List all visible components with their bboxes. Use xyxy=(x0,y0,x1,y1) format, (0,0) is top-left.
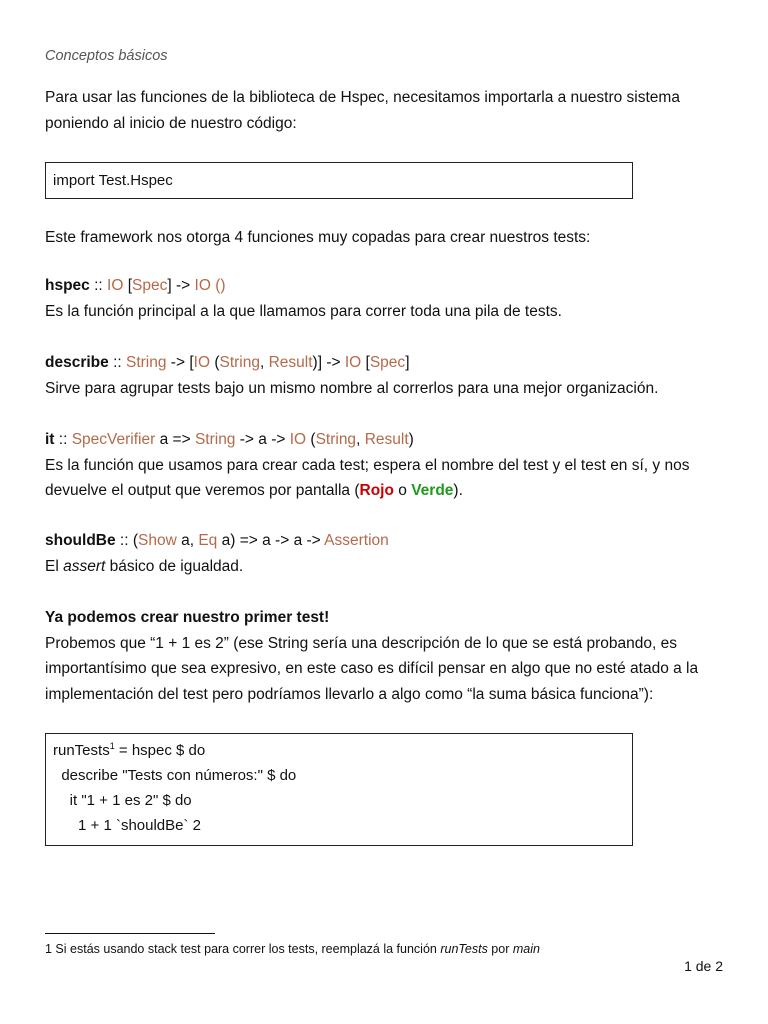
sig-punct: ) xyxy=(408,431,414,448)
type-string: String xyxy=(219,354,260,371)
sig-separator: :: xyxy=(108,354,126,371)
first-test-line-1: Probemos que “1 + 1 es 2” (ese String sería una descripción de lo que se está probando, es xyxy=(45,634,678,652)
sig-punct: , xyxy=(259,354,269,371)
sig-punct: ( xyxy=(306,431,316,448)
it-name: it xyxy=(45,431,55,448)
hspec-signature xyxy=(45,273,562,299)
it-signature xyxy=(45,427,689,453)
it-description-line-1: Es la función que usamos para crear cada test; espera el nombre del test y el test en sí, y nos xyxy=(45,456,690,474)
describe-definition xyxy=(45,350,658,401)
type-specverifier: SpecVerifier xyxy=(71,431,156,448)
intro-line-1: Para usar las funciones de la biblioteca de Hspec, necesitamos importarla a nuestro sistema xyxy=(45,89,680,106)
sig-punct: ] xyxy=(405,354,410,371)
sig-punct: [ xyxy=(361,354,370,371)
shouldbe-desc-text: básico de igualdad. xyxy=(105,557,244,575)
shouldbe-description xyxy=(45,554,389,580)
footnote-emphasis: runTests xyxy=(440,942,488,956)
shouldbe-name: shouldBe xyxy=(45,532,116,549)
code-line-3: it "1 + 1 es 2" $ do xyxy=(53,792,192,809)
describe-description: Sirve para agrupar tests bajo un mismo nombre al correrlos para una mejor organización. xyxy=(45,379,659,397)
type-io-unit: IO () xyxy=(194,277,226,294)
framework-intro: Este framework nos otorga 4 funciones muy copadas para crear nuestros tests: xyxy=(45,229,591,246)
footnote-text: por xyxy=(487,942,513,956)
type-io: IO xyxy=(193,354,211,371)
import-code: import Test.Hspec xyxy=(53,172,173,189)
sig-punct: [ xyxy=(123,277,133,294)
sig-separator: :: ( xyxy=(115,532,139,549)
intro-paragraph xyxy=(45,85,680,136)
sig-punct: )] -> xyxy=(312,354,345,371)
type-assertion: Assertion xyxy=(324,532,389,549)
sig-punct: a) => a -> a -> xyxy=(217,532,325,549)
it-definition xyxy=(45,427,689,504)
hspec-name: hspec xyxy=(45,277,90,294)
first-test-heading xyxy=(45,605,698,631)
code-text: runTests xyxy=(53,742,110,759)
shouldbe-desc-text: El xyxy=(45,557,64,575)
footnote-divider xyxy=(45,933,215,934)
type-string: String xyxy=(126,354,167,371)
sig-punct: -> a -> xyxy=(235,431,290,448)
type-result: Result xyxy=(268,354,313,371)
sig-separator: :: xyxy=(89,277,108,294)
first-test-line-2: importantísimo que sea expresivo, en este caso es difícil pensar en algo que no esté atado a la xyxy=(45,660,699,677)
footnote xyxy=(45,940,540,958)
type-show: Show xyxy=(138,532,177,549)
sig-punct: ( xyxy=(210,354,220,371)
footnote-text: Si estás usando stack test para correr los tests, reemplazá la función xyxy=(51,942,441,956)
footnote-ref: 1 xyxy=(109,741,115,751)
first-test-line-3: implementación del test pero podríamos llevarlo a algo como “la suma básica funciona”): xyxy=(45,685,654,703)
type-io: IO xyxy=(289,431,307,448)
import-code-box xyxy=(45,162,633,199)
type-io: IO xyxy=(107,277,124,294)
it-desc-text: o xyxy=(393,482,412,499)
verde-label: Verde xyxy=(411,482,454,499)
it-desc-text: ). xyxy=(453,482,463,499)
page-number: 1 de 2 xyxy=(684,958,723,974)
type-string: String xyxy=(315,431,357,448)
type-spec: Spec xyxy=(132,277,168,294)
type-string: String xyxy=(194,431,236,448)
it-desc-text: devuelve el output que veremos por pantalla ( xyxy=(45,482,360,499)
first-test-heading-text: Ya podemos crear nuestro primer test! xyxy=(45,609,330,626)
sig-separator: :: xyxy=(54,431,72,448)
sig-punct: a, xyxy=(176,532,199,549)
hspec-definition xyxy=(45,273,562,324)
assert-emphasis: assert xyxy=(63,557,106,575)
describe-name: describe xyxy=(45,354,109,371)
hspec-description: Es la función principal a la que llamamos para correr toda una pila de tests. xyxy=(45,302,562,320)
code-line-4: 1 + 1 `shouldBe` 2 xyxy=(53,817,202,834)
describe-signature xyxy=(45,350,658,376)
type-spec: Spec xyxy=(369,354,406,371)
section-header: Conceptos básicos xyxy=(45,48,168,64)
footnote-number: 1 xyxy=(45,942,52,956)
type-io: IO xyxy=(344,354,362,371)
rojo-label: Rojo xyxy=(359,482,394,499)
code-line-2: describe "Tests con números:" $ do xyxy=(53,767,297,784)
it-description-line-2 xyxy=(45,478,689,504)
first-test-section xyxy=(45,605,698,707)
footnote-emphasis: main xyxy=(512,942,540,956)
shouldbe-definition xyxy=(45,528,389,579)
sig-punct: -> [ xyxy=(166,354,194,371)
type-eq: Eq xyxy=(198,532,218,549)
sig-punct: ] -> xyxy=(167,277,195,294)
intro-line-2: poniendo al inicio de nuestro código: xyxy=(45,114,297,132)
code-line-1 xyxy=(53,738,625,763)
shouldbe-signature xyxy=(45,528,389,554)
sig-punct: a => xyxy=(155,431,195,448)
type-result: Result xyxy=(364,431,409,448)
sig-punct: , xyxy=(356,431,365,448)
runtests-code-box xyxy=(45,733,633,846)
code-text: = hspec $ do xyxy=(114,742,206,759)
